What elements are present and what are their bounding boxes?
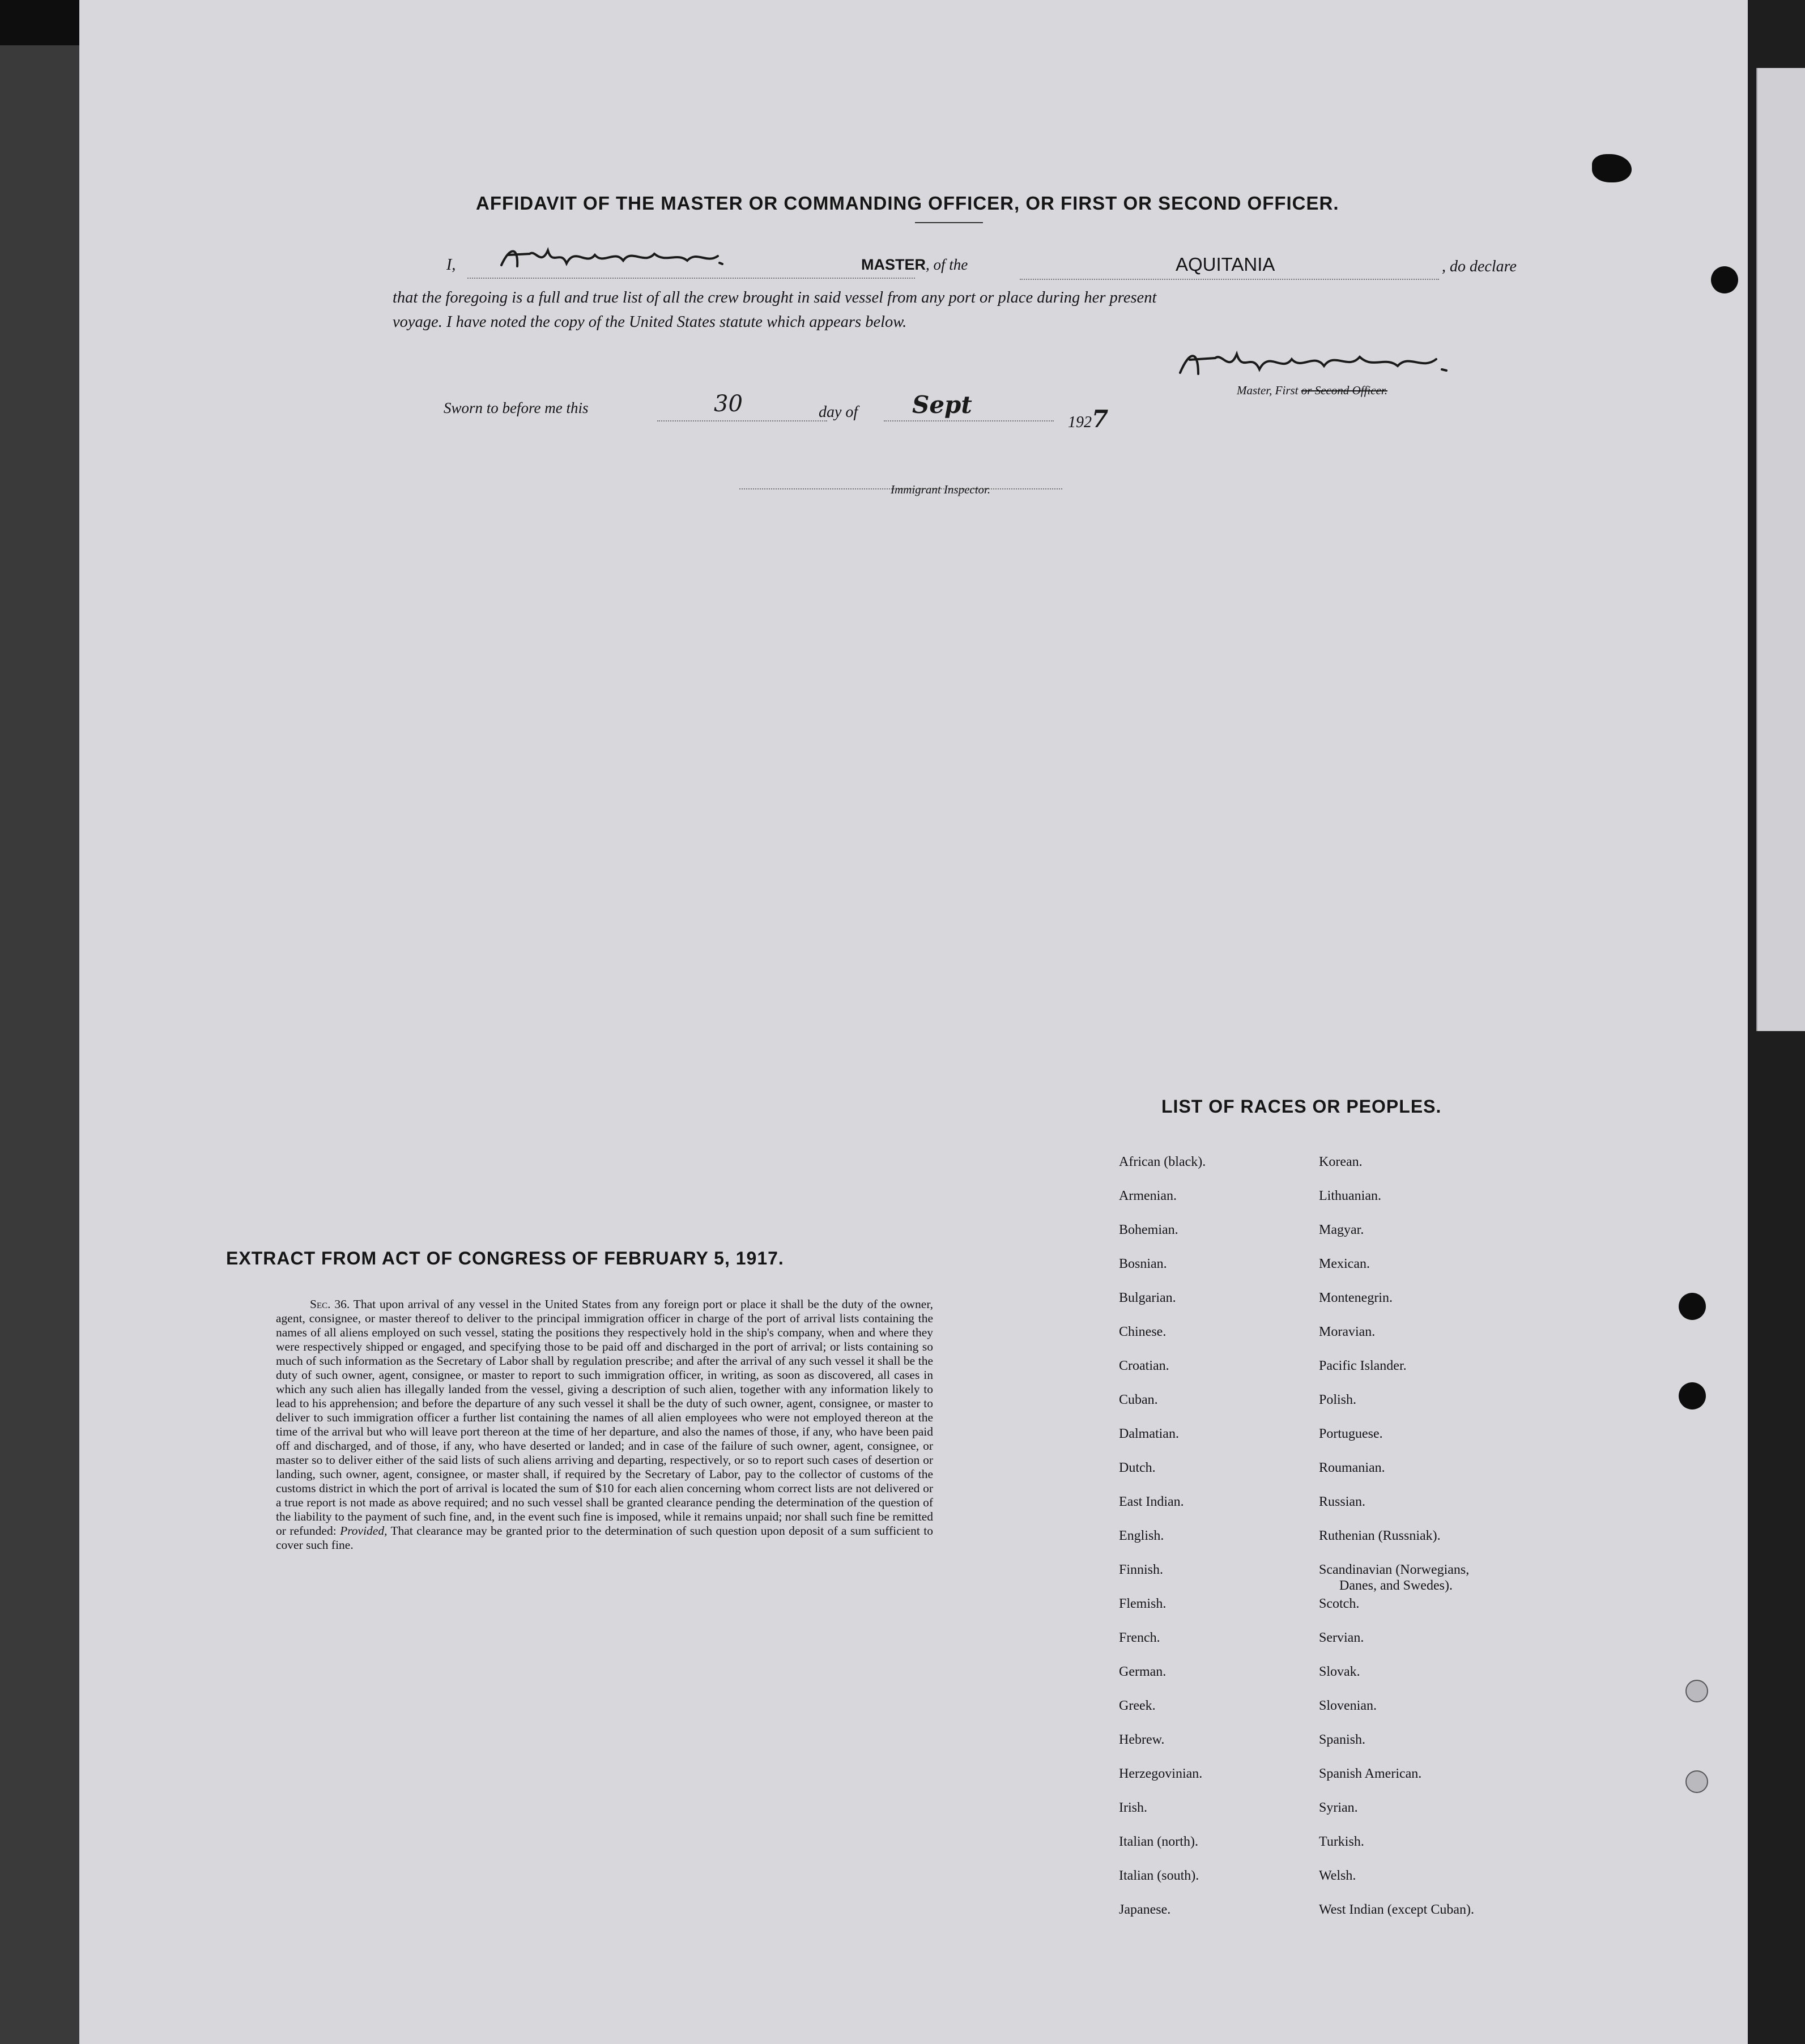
inspector-caption: Immigrant Inspector. [891,483,991,496]
race-item: Irish. [1119,1800,1147,1815]
race-item: French. [1119,1630,1160,1645]
race-item: Pacific Islander. [1319,1359,1407,1373]
vessel-name-line [1020,279,1439,280]
race-item: Moravian. [1319,1325,1376,1339]
race-item: Turkish. [1319,1834,1364,1849]
sworn-month-line [884,420,1054,421]
extract-title: EXTRACT FROM ACT OF CONGRESS OF FEBRUARY 5, 1917. [226,1248,784,1268]
race-item: Flemish. [1119,1596,1167,1611]
race-item: Montenegrin. [1319,1291,1393,1305]
punch-hole-top [1592,154,1632,182]
race-item: Scotch. [1319,1596,1360,1611]
race-item: Greek. [1119,1698,1156,1713]
extract-body-text: That upon arrival of any vessel in the United States from any foreign port or place it shall be the duty of the owner, agent, consignee, or master thereof to deliver to the principal immigration officer in charge of the port of arrival lists containing the names of all aliens employed on such vessel, stating the positions they respectively hold in the ship's company, when and where they were respectively shipped or engaged, and specifying those to be paid off and discharged in the port of arrival; or lists containing so much of such information as the Secretary of Labor shall by regulation prescribe; and after the arrival of any such vessel it shall be the duty of such owner, agent, consignee, or master to report to such immigration officer, in writing, as soon as discovered, all cases in which any such alien has illegally landed from the vessel, giving a description of such alien, together with any information likely to lead to his apprehension; and before the departure of any such vessel it shall be the duty of such owner, agent, consignee, or master to deliver to such immigration officer a further list containing the names of all alien employees who were not employed thereon at the time of the arrival but who will leave port thereon at the time of her departure, and also the names of those, if any, who have been paid off and discharged, and of those, if any, who have deserted or landed; and in case of the failure of such owner, agent, consignee, or master so to deliver either of the said lists of such aliens arriving and departing, respectively, or so to report such cases of desertion or landing, such owner, agent, consignee, or master shall, if required by the Secretary of Labor, pay to the collector of customs of the customs district in which the port of arrival is located the sum of $10 for each alien concerning whom correct lists are not delivered or a true report is not made as above required; and no such vessel shall be granted clearance pending the determination of the question of the liability to the payment of such fine, and, in the event such fine is imposed, while it remains unpaid; nor shall such fine be remitted or refunded: [276,1297,933,1538]
race-item: German. [1119,1664,1167,1679]
race-item: Herzegovinian. [1119,1766,1203,1781]
extract-proviso-label: Provided, [340,1524,388,1538]
race-item: Spanish American. [1319,1766,1422,1781]
title-rule [915,222,983,223]
race-item: Polish. [1319,1393,1357,1407]
race-item: Korean. [1319,1155,1363,1169]
sworn-day-line [657,420,827,421]
race-item: Hebrew. [1119,1732,1165,1747]
extract-body [276,1297,933,1552]
affidavit-statement-line-1: that the foregoing is a full and true list of all the crew brought in said vessel from any port or place during her present [393,289,1157,306]
race-item: Chinese. [1119,1325,1167,1339]
master-label-text: MASTER [861,256,926,273]
race-item: Welsh. [1319,1868,1356,1883]
punch-hole-4 [1685,1680,1708,1702]
affidavit-i-prefix: I, [446,256,456,274]
races-title: LIST OF RACES OR PEOPLES. [1161,1096,1442,1117]
race-item: Bosnian. [1119,1257,1167,1271]
sworn-month: Sept [912,391,972,419]
do-declare-text: , do declare [1442,258,1517,275]
sworn-day: 30 [714,391,743,417]
races-right-column [1319,1155,1602,1936]
race-item: Dutch. [1119,1460,1156,1475]
race-item: Scandinavian (Norwegians, [1319,1562,1470,1577]
race-item: Portuguese. [1319,1426,1383,1441]
affidavit-statement-line-2: voyage. I have noted the copy of the United States statute which appears below. [393,313,907,331]
race-item: Slovak. [1319,1664,1360,1679]
vessel-name: AQUITANIA [1176,254,1275,275]
extract-proviso-text: That clearance may be granted prior to the determination of such question upon deposit of a sum sufficient to cover such fine. [276,1524,933,1552]
master-label [861,256,968,274]
race-item: English. [1119,1528,1164,1543]
race-item: Ruthenian (Russniak). [1319,1528,1441,1543]
punch-hole-3 [1679,1382,1706,1409]
race-item: East Indian. [1119,1494,1184,1509]
punch-hole-5 [1685,1770,1708,1793]
document-page [79,0,1748,2044]
sworn-text: Sworn to before me this [444,399,589,416]
race-item: African (black). [1119,1155,1206,1169]
day-of-text: day of [819,403,858,421]
race-item: Italian (south). [1119,1868,1199,1883]
master-name-line [467,278,915,279]
punch-hole-1 [1711,266,1738,293]
race-item: Mexican. [1319,1257,1370,1271]
race-item: Croatian. [1119,1359,1169,1373]
race-item: Finnish. [1119,1562,1164,1577]
scan-left-edge [0,45,79,2044]
signer-caption-text: Master, First [1237,384,1299,397]
race-item: Danes, and Swedes). [1339,1578,1453,1593]
race-item: Bulgarian. [1119,1291,1176,1305]
extract-sec-label: Sec. 36. [310,1297,350,1311]
year-digit: 7 [1092,405,1109,433]
race-item: Armenian. [1119,1189,1177,1203]
race-item: Magyar. [1319,1223,1364,1237]
race-item: Slovenian. [1319,1698,1377,1713]
of-the-text: , of the [926,256,968,273]
punch-hole-2 [1679,1293,1706,1320]
race-item: Japanese. [1119,1902,1171,1917]
race-item: Roumanian. [1319,1460,1385,1475]
race-item: Bohemian. [1119,1223,1178,1237]
year-prefix: 192 [1068,414,1092,431]
signer-caption [1237,384,1387,398]
races-left-column [1119,1155,1323,1936]
race-item: Syrian. [1319,1800,1358,1815]
race-item: Italian (north). [1119,1834,1198,1849]
affidavit-title: AFFIDAVIT OF THE MASTER OR COMMANDING OFFICER, OR FIRST OR SECOND OFFICER. [476,193,1339,214]
race-item: Dalmatian. [1119,1426,1179,1441]
master-signature [496,244,734,267]
race-item: Spanish. [1319,1732,1366,1747]
page-curl-edge [1756,68,1805,1031]
sworn-year [1068,405,1108,433]
race-item: Russian. [1319,1494,1366,1509]
race-item: Servian. [1319,1630,1364,1645]
race-item: Cuban. [1119,1393,1158,1407]
signer-caption-struck: or Second Officer. [1301,384,1387,397]
race-item: Lithuanian. [1319,1189,1381,1203]
officer-signature [1176,346,1465,369]
race-item: West Indian (except Cuban). [1319,1902,1474,1917]
